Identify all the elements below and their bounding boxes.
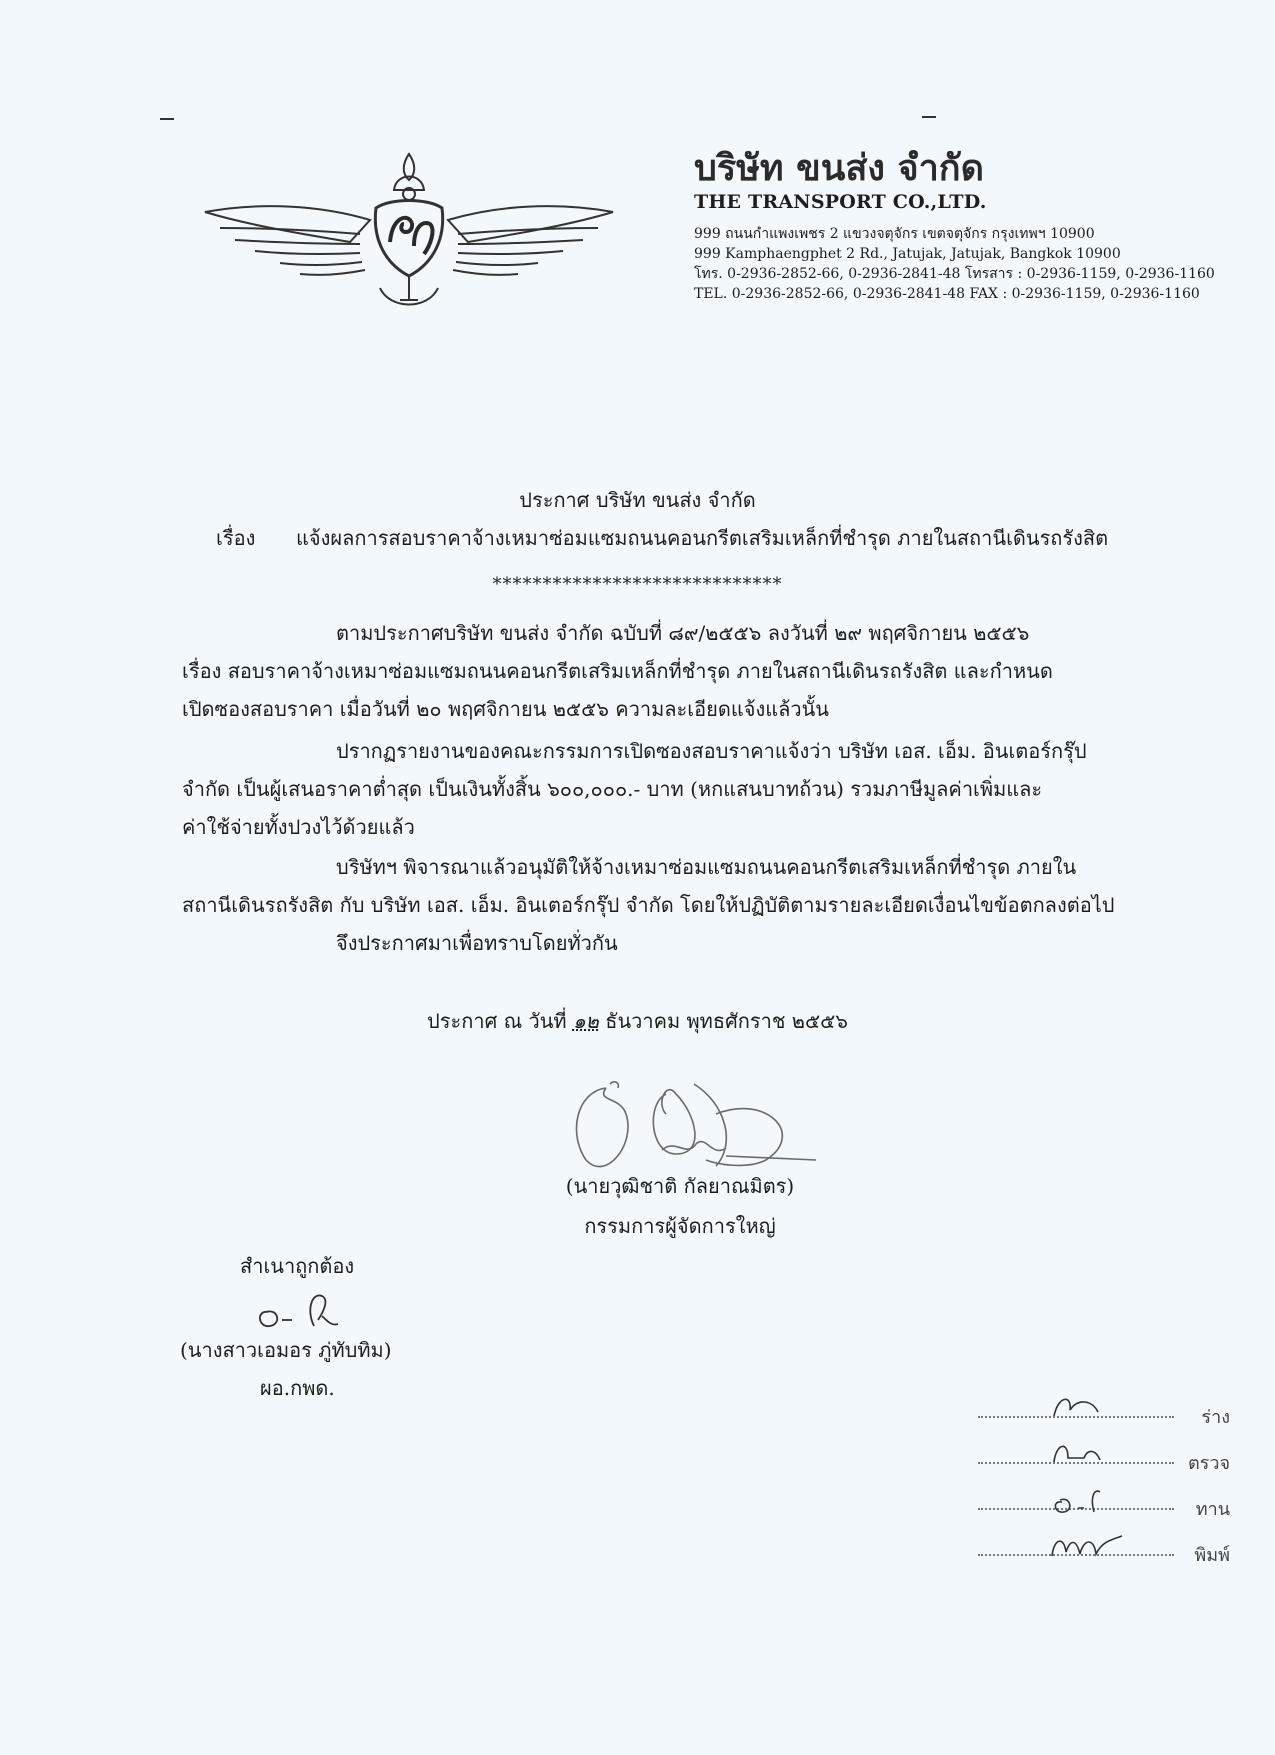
initial-label: พิมพ์	[1194, 1545, 1230, 1566]
address-thai: 999 ถนนกำแพงเพชร 2 แขวงจตุจักร เขตจตุจักร กรุงเทพฯ 10900	[694, 226, 1095, 242]
initial-signature	[1048, 1482, 1108, 1516]
initial-signature	[1048, 1528, 1128, 1562]
body-line: บริษัทฯ พิจารณาแล้วอนุมัติให้จ้างเหมาซ่อมแซมถนนคอนกรีตเสริมเหล็กที่ชำรุด ภายใน	[336, 855, 1077, 879]
announcement-heading: ประกาศ บริษัท ขนส่ง จำกัด	[519, 488, 756, 512]
registration-mark	[922, 116, 936, 118]
initial-label: ตรวจ	[1187, 1453, 1230, 1474]
body-line: เปิดซองสอบราคา เมื่อวันที่ ๒๐ พฤศจิกายน ๒๕๕๖ ความละเอียดแจ้งแล้วนั้น	[182, 697, 829, 721]
initial-signature	[1048, 1390, 1108, 1424]
body-line: จำกัด เป็นผู้เสนอราคาต่ำสุด เป็นเงินทั้งสิ้น ๖๐๐,๐๐๐.- บาท (หกแสนบาทถ้วน) รวมภาษีมูลค่าเพิ่มและ	[182, 777, 1043, 801]
separator: *****************************	[492, 574, 783, 595]
company-name-thai: บริษัท ขนส่ง จำกัด	[694, 147, 984, 189]
company-name-english: THE TRANSPORT CO.,LTD.	[694, 191, 987, 213]
address-english: 999 Kamphaengphet 2 Rd., Jatujak, Jatujak, Bangkok 10900	[694, 246, 1121, 262]
paragraph-approval	[182, 848, 1180, 962]
director-signature	[566, 1074, 836, 1174]
initials-block	[978, 1398, 1238, 1582]
certifier-name: (นางสาวเอมอร ภู่ทับทิม)	[180, 1338, 392, 1362]
body-line: ค่าใช้จ่ายทั้งปวงไว้ด้วยแล้ว	[182, 815, 415, 839]
initial-label: ร่าง	[1201, 1407, 1230, 1428]
body-line: ตามประกาศบริษัท ขนส่ง จำกัด ฉบับที่ ๘๙/๒๕๕๖ ลงวันที่ ๒๙ พฤศจิกายน ๒๕๕๖	[336, 621, 1030, 645]
date-day: ๑๒	[572, 1009, 599, 1033]
body-line: ปรากฏรายงานของคณะกรรมการเปิดซองสอบราคาแจ้งว่า บริษัท เอส. เอ็ม. อินเตอร์กรุ๊ป	[336, 739, 1087, 763]
phone-english: TEL. 0-2936-2852-66, 0-2936-2841-48 FAX : 0-2936-1159, 0-2936-1160	[694, 286, 1200, 302]
winged-emblem-logo	[200, 150, 618, 315]
closing-line: จึงประกาศมาเพื่อทราบโดยทั่วกัน	[336, 931, 618, 955]
paragraph-result	[182, 732, 1180, 846]
announcement-subject	[216, 522, 1108, 554]
body-line: เรื่อง สอบราคาจ้างเหมาซ่อมแซมถนนคอนกรีตเสริมเหล็กที่ชำรุด ภายในสถานีเดินรถรังสิต และกำหนด	[182, 659, 1053, 683]
phone-thai: โทร. 0-2936-2852-66, 0-2936-2841-48 โทรสาร : 0-2936-1159, 0-2936-1160	[694, 266, 1215, 282]
body-line: สถานีเดินรถรังสิต กับ บริษัท เอส. เอ็ม. อินเตอร์กรุ๊ป จำกัด โดยให้ปฏิบัติตามรายละเอียดเงื่อนไขข้อตกลงต่อไป	[182, 893, 1115, 917]
subject-text: แจ้งผลการสอบราคาจ้างเหมาซ่อมแซมถนนคอนกรีตเสริมเหล็กที่ชำรุด ภายในสถานีเดินรถรังสิต	[296, 526, 1109, 550]
initial-row-draft	[978, 1398, 1238, 1444]
copy-certifier-signature	[252, 1290, 362, 1332]
announcement-date	[0, 1005, 1275, 1037]
initial-label: ทาน	[1195, 1499, 1230, 1520]
date-prefix: ประกาศ ณ วันที่	[427, 1009, 567, 1033]
signatory-name: (นายวุฒิชาติ กัลยาณมิตร)	[565, 1174, 795, 1198]
subject-label: เรื่อง	[216, 526, 256, 550]
letterhead	[694, 146, 1254, 304]
signatory-position: กรรมการผู้จัดการใหญ่	[584, 1214, 776, 1238]
initial-row-type	[978, 1536, 1238, 1582]
certified-copy-label: สำเนาถูกต้อง	[240, 1254, 355, 1278]
paragraph-reference	[182, 614, 1180, 728]
registration-mark	[160, 118, 174, 120]
certifier-position: ผอ.กพด.	[260, 1376, 335, 1400]
initial-signature	[1048, 1436, 1108, 1470]
initial-row-check	[978, 1444, 1238, 1490]
date-suffix: ธันวาคม พุทธศักราช ๒๕๕๖	[605, 1009, 848, 1033]
